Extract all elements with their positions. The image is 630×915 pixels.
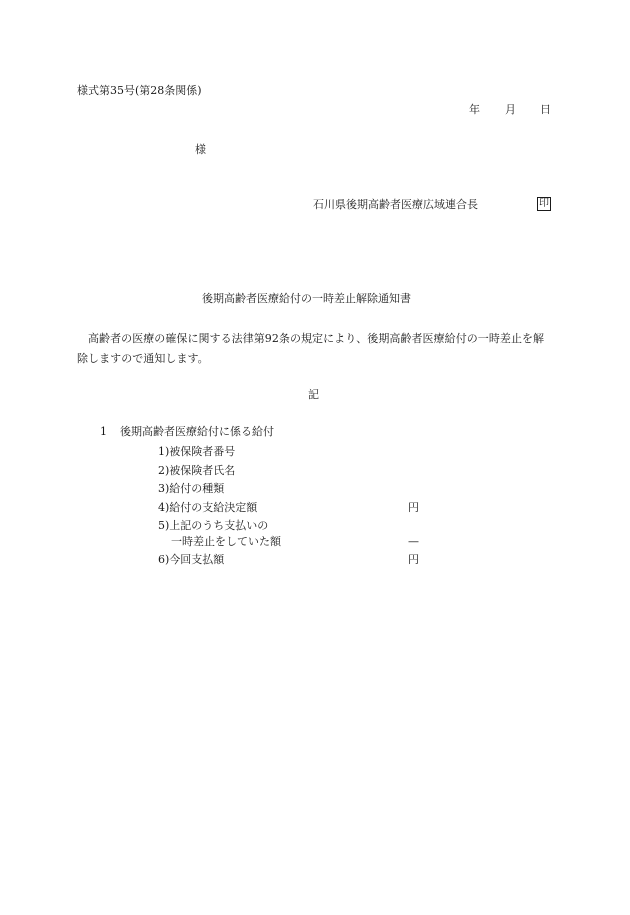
addressee-suffix: 様 <box>195 143 206 156</box>
issuer-name: 石川県後期高齢者医療広域連合長 <box>313 198 478 211</box>
item-insured-name: 2)被保険者氏名 <box>158 464 236 477</box>
seal-mark: 印 <box>539 198 549 209</box>
item-suspended-amount-line2: 一時差止をしていた額 <box>171 535 281 548</box>
item-decided-amount: 4)給付の支給決定額 <box>158 501 258 514</box>
body-paragraph: 高齢者の医療の確保に関する法律第92条の規定により、後期高齢者医療給付の一時差止を解除しますので通知します。 <box>77 332 545 365</box>
item-insured-number: 1)被保険者番号 <box>158 445 236 458</box>
item-decided-amount-unit: 円 <box>408 501 419 514</box>
form-number: 様式第35号(第28条関係) <box>77 84 202 97</box>
item-current-payment: 6)今回支払額 <box>158 553 225 566</box>
section-title: 後期高齢者医療給付に係る給付 <box>120 425 274 438</box>
item-current-payment-unit: 円 <box>408 553 419 566</box>
item-benefit-type: 3)給付の種類 <box>158 482 225 495</box>
item-suspended-amount-value: — <box>408 535 419 548</box>
section-number: 1 <box>100 425 107 438</box>
item-suspended-amount-line1: 5)上記のうち支払いの <box>158 519 269 532</box>
date-day-label: 日 <box>540 103 551 116</box>
document-title: 後期高齢者医療給付の一時差止解除通知書 <box>202 292 411 305</box>
date-month-label: 月 <box>505 103 516 116</box>
date-year-label: 年 <box>469 103 480 116</box>
ki-heading: 記 <box>308 388 319 401</box>
